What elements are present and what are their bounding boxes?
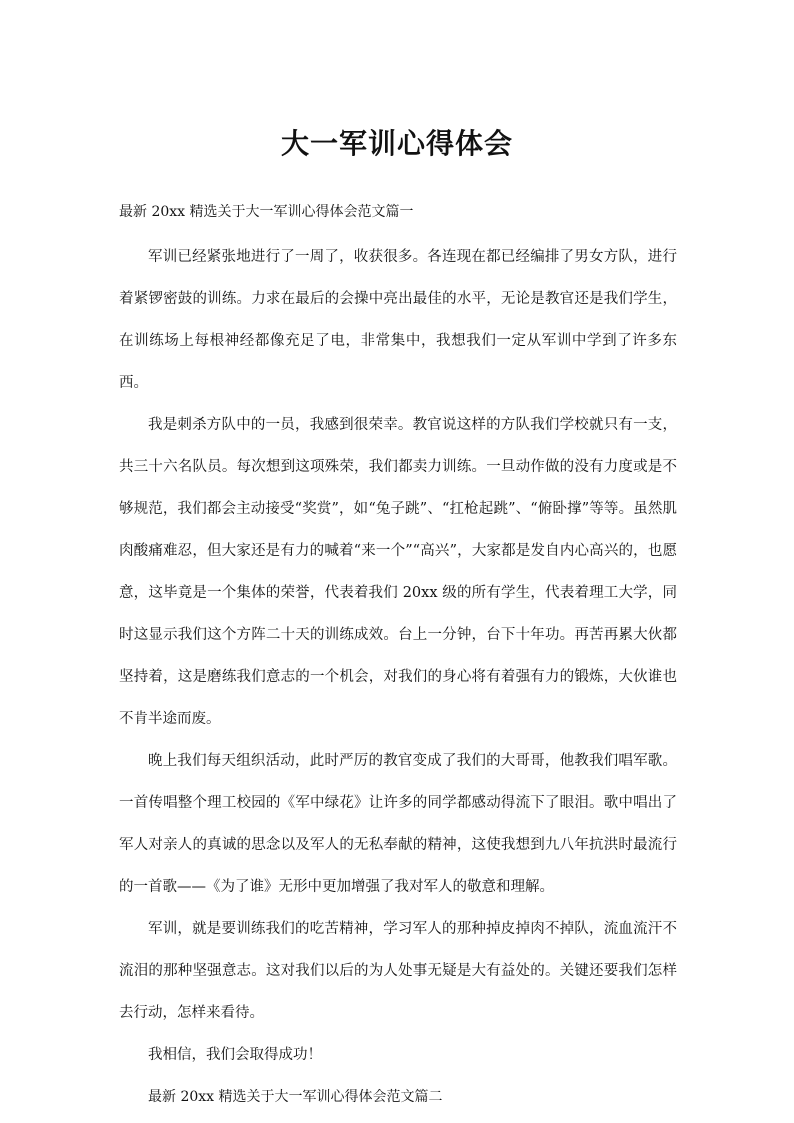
paragraph-1: 军训已经紧张地进行了一周了，收获很多。各连现在都已经编排了男女方队，进行着紧锣密鼓的训练。力求在最后的会操中亮出最佳的水平，无论是教官还是我们学生，在训练场上每根神经都像充足了电，非常集中，我想我们一定从军训中学到了许多东西。	[119, 249, 677, 391]
paragraph-4: 军训，就是要训练我们的吃苦精神，学习军人的那种掉皮掉肉不掉队，流血流汗不流泪的那种坚强意志。这对我们以后的为人处事无疑是大有益处的。关键还要我们怎样去行动，怎样来看待。	[119, 921, 677, 1021]
next-section-heading: 最新 20xx 精选关于大一军训心得体会范文篇二	[148, 1089, 443, 1105]
paragraph-3: 晚上我们每天组织活动，此时严厉的教官变成了我们的大哥哥，他教我们唱军歌。一首传唱整个理工校园的《军中绿花》让许多的同学都感动得流下了眼泪。歌中唱出了军人对亲人的真诚的思念以及军人的无私奉献的精神，这使我想到九八年抗洪时最流行的一首歌——《为了谁》无形中更加增强了我对军人的敬意和理解。	[119, 753, 677, 895]
section-heading: 最新 20xx 精选关于大一军训心得体会范文篇一	[119, 204, 414, 220]
paragraph-5: 我相信，我们会取得成功！	[148, 1047, 322, 1063]
paragraph-2: 我是刺杀方队中的一员，我感到很荣幸。教官说这样的方队我们学校就只有一支，共三十六名队员。每次想到这项殊荣，我们都卖力训练。一旦动作做的没有力度或是不够规范，我们都会主动接受“奖赏”，如“兔子跳”、“扛枪起跳”、“俯卧撑”等等。虽然肌肉酸痛难忍，但大家还是有力的喊着“来一个”“高兴”，大家都是发自内心高兴的，也愿意，这毕竟是一个集体的荣誉，代表着我们 20xx 级的所有学生，代表着理工大学，同时这显示我们这个方阵二十天的训练成效。台上一分钟，台下十年功。再苦再累大伙都坚持着，这是磨练我们意志的一个机会，对我们的身心将有着强有力的锻炼，大伙谁也不肯半途而废。	[119, 417, 677, 727]
document-body	[119, 200, 677, 1118]
document-title: 大一军训心得体会	[280, 127, 513, 160]
